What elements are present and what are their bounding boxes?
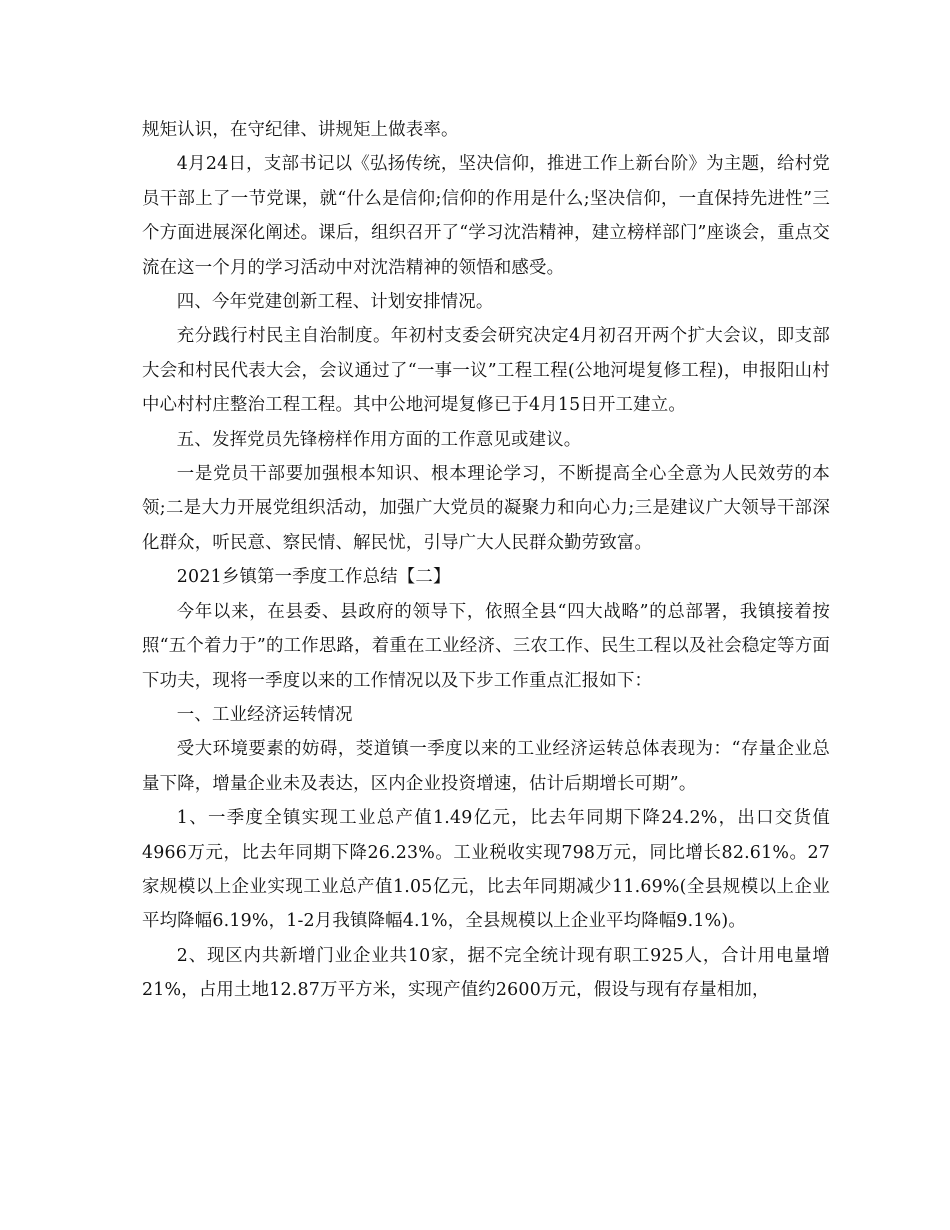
- paragraph-2: 4月24日，支部书记以《弘扬传统，坚决信仰，推进工作上新台阶》为主题，给村党员干部上了一节党课，就“什么是信仰;信仰的作用是什么;坚决信仰，一直保持先进性”三个方面进展深化阐述。课后，组织召开了“学习沈浩精神，建立榜样部门”座谈会，重点交流在这一个月的学习活动中对沈浩精神的领悟和感受。: [142, 154, 830, 278]
- section-heading-1: 一、工业经济运转情况: [176, 704, 353, 725]
- paragraph-7: 1、一季度全镇实现工业总产值1.49亿元，比去年同期下降24.2%，出口交货值4966万元，比去年同期下降26.23%。工业税收实现798万元，同比增长82.61%。27家规模以上企业实现工业总产值1.05亿元，比去年同期减少11.69%(全县规模以上企业平均降幅6.19%，1-2月我镇降幅4.1%，全县规模以上企业平均降幅9.1%)。: [142, 808, 830, 932]
- paragraph-1: 规矩认识，在守纪律、讲规矩上做表率。: [142, 120, 459, 140]
- section-heading-4: 四、今年党建创新工程、计划安排情况。: [176, 292, 494, 313]
- document-subtitle: 2021乡镇第一季度工作总结【二】: [176, 567, 451, 588]
- document-body: [142, 113, 830, 1008]
- paragraph-8: 2、现区内共新增门业企业共10家，据不完全统计现有职工925人，合计用电量增21%，占用土地12.87万平方米，实现产值约2600万元，假设与现有存量相加，: [142, 945, 830, 1001]
- paragraph-4: 一是党员干部要加强根本知识、根本理论学习，不断提高全心全意为人民效劳的本领;二是大力开展党组织活动，加强广大党员的凝聚力和向心力;三是建议广大领导干部深化群众，听民意、察民情、解民忧，引导广大人民群众勤劳致富。: [142, 464, 830, 553]
- paragraph-3: 充分践行村民主自治制度。年初村支委会研究决定4月初召开两个扩大会议，即支部大会和村民代表大会，会议通过了“一事一议”工程工程(公地河堤复修工程)，申报阳山村中心村村庄整治工程工程。其中公地河堤复修已于4月15日开工建立。: [142, 326, 830, 416]
- paragraph-6: 受大环境要素的妨碍，茭道镇一季度以来的工业经济运转总体表现为：“存量企业总量下降，增量企业未及表达，区内企业投资增速，估计后期增长可期”。: [142, 739, 830, 794]
- paragraph-5: 今年以来，在县委、县政府的领导下，依照全县“四大战略”的总部署，我镇接着按照“五个着力于”的工作思路，着重在工业经济、三农工作、民生工程以及社会稳定等方面下功夫，现将一季度以来的工作情况以及下步工作重点汇报如下：: [142, 601, 830, 691]
- section-heading-5: 五、发挥党员先锋榜样作用方面的工作意见或建议。: [176, 429, 582, 450]
